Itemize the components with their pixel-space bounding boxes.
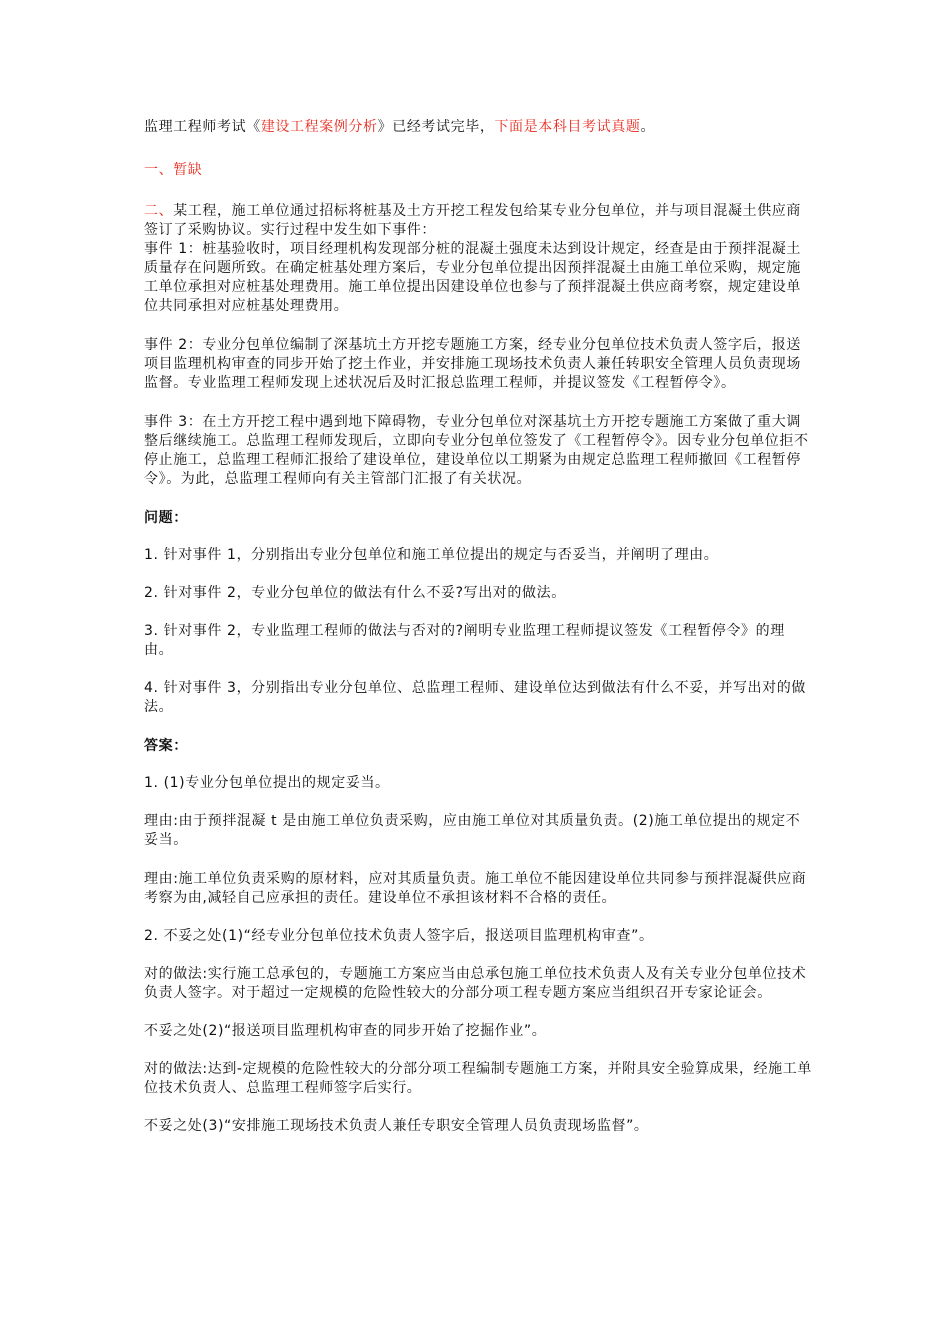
answer-6: 不妥之处(2)“报送项目监理机构审查的同步开始了挖掘作业”。 bbox=[144, 1023, 547, 1039]
event-3: 事件 3：在土方开挖工程中遇到地下障碍物，专业分包单位对深基坑土方开挖专题施工方案做了重大调整后继续施工。总监理工程师发现后，立即向专业分包单位签发了《工程暂停令》。因专业分包单位拒不停止施工，总监理工程师汇报给了建设单位，建设单位以工期紧为由规定总监理工程师撤回《工程暂停令》。为此，总监理工程师向有关主管部门汇报了有关状况。 bbox=[144, 414, 809, 487]
answer-4: 2. 不妥之处(1)“经专业分包单位技术负责人签字后，报送项目监理机构审查”。 bbox=[144, 928, 654, 944]
document-page bbox=[144, 118, 812, 1136]
intro-suffix: 。 bbox=[640, 119, 656, 135]
answer-3: 理由:施工单位负责采购的原材料，应对其质量负责。施工单位不能因建设单位共同参与预拌混凝供应商考察为由,减轻自己应承担的责任。建设单位不承担该材料不合格的责任。 bbox=[144, 871, 807, 906]
section-2-paragraph bbox=[144, 202, 812, 240]
question-4: 4. 针对事件 3，分别指出专业分包单位、总监理工程师、建设单位达到做法有什么不妥，并写出对的做法。 bbox=[144, 680, 806, 715]
answer-1: 1. (1)专业分包单位提出的规定妥当。 bbox=[144, 775, 390, 791]
course-name: 建设工程案例分析 bbox=[260, 119, 378, 135]
answer-5: 对的做法:实行施工总承包的，专题施工方案应当由总承包施工单位技术负责人及有关专业分包单位技术负责人签字。对于超过一定规模的危险性较大的分部分项工程专题方案应当组织召开专家论证会。 bbox=[144, 966, 807, 1001]
answer-7: 对的做法:达到-定规模的危险性较大的分部分项工程编制专题施工方案，并附具安全验算成果，经施工单位技术负责人、总监理工程师签字后实行。 bbox=[144, 1061, 812, 1096]
intro-highlight: 下面是本科目考试真题 bbox=[494, 119, 641, 135]
section-2-text: 某工程，施工单位通过招标将桩基及土方开挖工程发包给某专业分包单位，并与项目混凝土供应商签订了采购协议。实行过程中发生如下事件： bbox=[144, 203, 802, 238]
section-2-label: 二、 bbox=[144, 203, 174, 219]
event-2: 事件 2：专业分包单位编制了深基坑土方开挖专题施工方案，经专业分包单位技术负责人签字后，报送项目监理机构审查的同步开始了挖土作业，并安排施工现场技术负责人兼任转职安全管理人员负责现场监督。专业监理工程师发现上述状况后及时汇报总监理工程师，并提议签发《工程暂停令》。 bbox=[144, 337, 801, 391]
intro-paragraph bbox=[144, 118, 812, 137]
question-2: 2. 针对事件 2，专业分包单位的做法有什么不妥?写出对的做法。 bbox=[144, 585, 566, 601]
answer-8: 不妥之处(3)“安排施工现场技术负责人兼任专职安全管理人员负责现场监督”。 bbox=[144, 1118, 649, 1134]
intro-prefix: 监理工程师考试《 bbox=[144, 119, 261, 135]
question-1: 1. 针对事件 1，分别指出专业分包单位和施工单位提出的规定与否妥当，并阐明了理由。 bbox=[144, 547, 719, 563]
section-1-heading: 一、暂缺 bbox=[144, 162, 203, 178]
question-3: 3. 针对事件 2，专业监理工程师的做法与否对的?阐明专业监理工程师提议签发《工程暂停令》的理由。 bbox=[144, 623, 785, 658]
event-1: 事件 1：桩基验收时，项目经理机构发现部分桩的混凝土强度未达到设计规定，经查是由于预拌混凝土质量存在问题所致。在确定桩基处理方案后，专业分包单位提出因预拌混凝土由施工单位采购，规定施工单位承担对应桩基处理费用。施工单位提出因建设单位也参与了预拌混凝土供应商考察，规定建设单位共同承担对应桩基处理费用。 bbox=[144, 241, 801, 314]
answers-heading: 答案： bbox=[144, 738, 188, 754]
answer-2: 理由:由于预拌混凝 t 是由施工单位负责采购，应由施工单位对其质量负责。(2)施工单位提出的规定不妥当。 bbox=[144, 813, 801, 848]
intro-middle: 》已经考试完毕， bbox=[377, 119, 495, 135]
questions-heading: 问题： bbox=[144, 510, 188, 526]
